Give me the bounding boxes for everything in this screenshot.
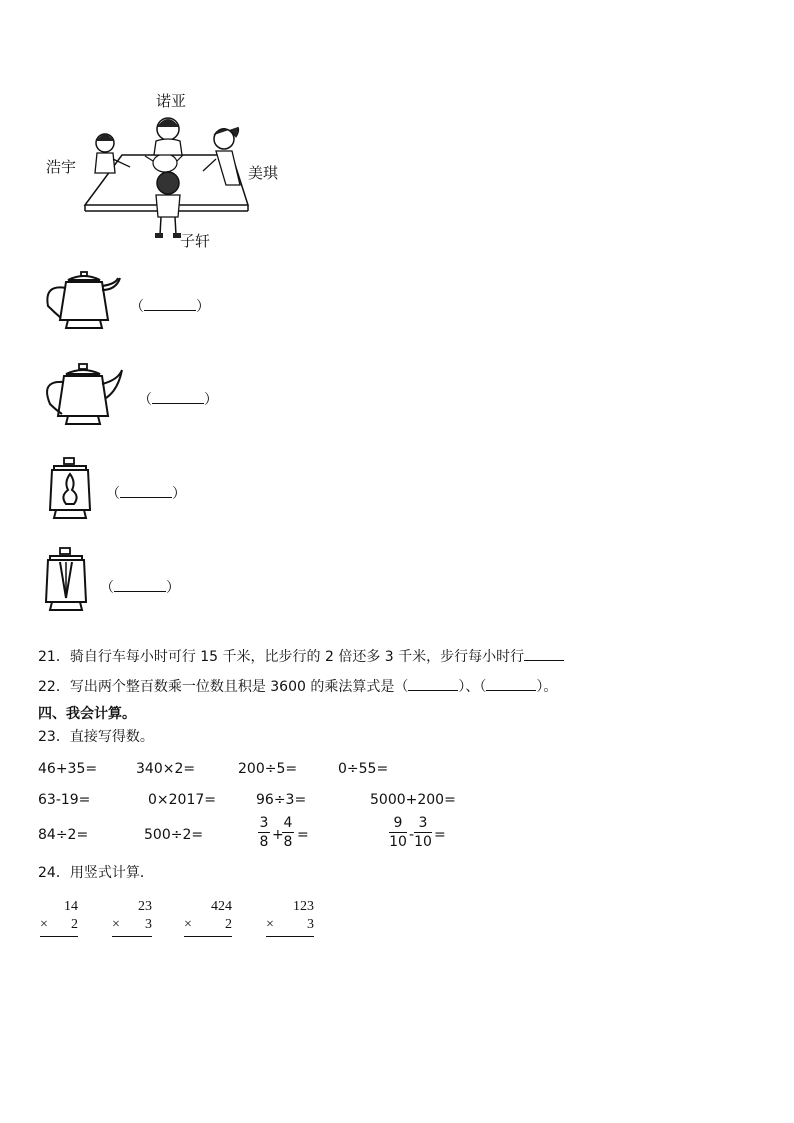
mental-math-4: 0÷55= — [338, 761, 389, 777]
mental-math-3: 200÷5= — [238, 761, 298, 777]
kettle-answer-4[interactable]: （ ） — [100, 577, 180, 597]
child-name-right: 美琪 — [248, 164, 279, 182]
kettle-answer-2[interactable]: （ ） — [138, 389, 218, 409]
kettle-answer-3[interactable]: （ ） — [106, 483, 186, 503]
kettle-view-4 — [40, 546, 92, 618]
mental-math-7: 96÷3= — [256, 792, 307, 808]
section-heading-4: 四、我会计算。 — [38, 706, 136, 722]
equals-sign: = — [434, 827, 446, 843]
child-name-bottom: 子轩 — [180, 232, 211, 250]
answer-blank[interactable] — [114, 577, 166, 592]
mental-math-6: 0×2017= — [148, 792, 216, 808]
answer-blank-21[interactable] — [524, 646, 564, 661]
fraction-4-8: 4 8 — [283, 815, 293, 850]
fraction-3-8: 3 8 — [259, 815, 269, 850]
answer-blank-22b[interactable] — [486, 676, 536, 691]
question-21: 21．骑自行车每小时可行 15 千米，比步行的 2 倍还多 3 千米，步行每小时行 — [38, 646, 564, 666]
child-name-top: 诺亚 — [156, 92, 187, 110]
vertical-calc-3[interactable]: 424 × 2 — [184, 898, 232, 937]
mental-math-10: 500÷2= — [144, 827, 204, 843]
kettle-view-3 — [44, 456, 96, 526]
plus-sign: + — [272, 827, 284, 843]
question-24: 24．用竖式计算． — [38, 865, 154, 881]
mental-math-5: 63-19= — [38, 792, 91, 808]
mental-math-9: 84÷2= — [38, 827, 89, 843]
question-23: 23．直接写得数。 — [38, 729, 154, 745]
kettle-answer-1[interactable]: （ ） — [130, 296, 210, 316]
kettle-view-2 — [44, 362, 126, 430]
answer-blank[interactable] — [144, 296, 196, 311]
mental-math-2: 340×2= — [136, 761, 196, 777]
child-name-left: 浩宇 — [46, 158, 77, 176]
vertical-calc-2[interactable]: 23 × 3 — [112, 898, 152, 937]
answer-blank[interactable] — [152, 389, 204, 404]
question-22: 22．写出两个整百数乘一位数且积是 3600 的乘法算式是（ ）、（ ）。 — [38, 676, 557, 696]
kettle-view-1 — [44, 270, 124, 334]
minus-sign: - — [409, 827, 415, 843]
fraction-9-10: 9 10 — [389, 815, 407, 850]
mental-math-8: 5000+200= — [370, 792, 456, 808]
vertical-calc-4[interactable]: 123 × 3 — [266, 898, 314, 937]
fraction-3-10: 3 10 — [414, 815, 432, 850]
mental-math-1: 46+35= — [38, 761, 98, 777]
vertical-calc-1[interactable]: 14 × 2 — [40, 898, 78, 937]
answer-blank-22a[interactable] — [408, 676, 458, 691]
equals-sign: = — [297, 827, 309, 843]
answer-blank[interactable] — [120, 483, 172, 498]
